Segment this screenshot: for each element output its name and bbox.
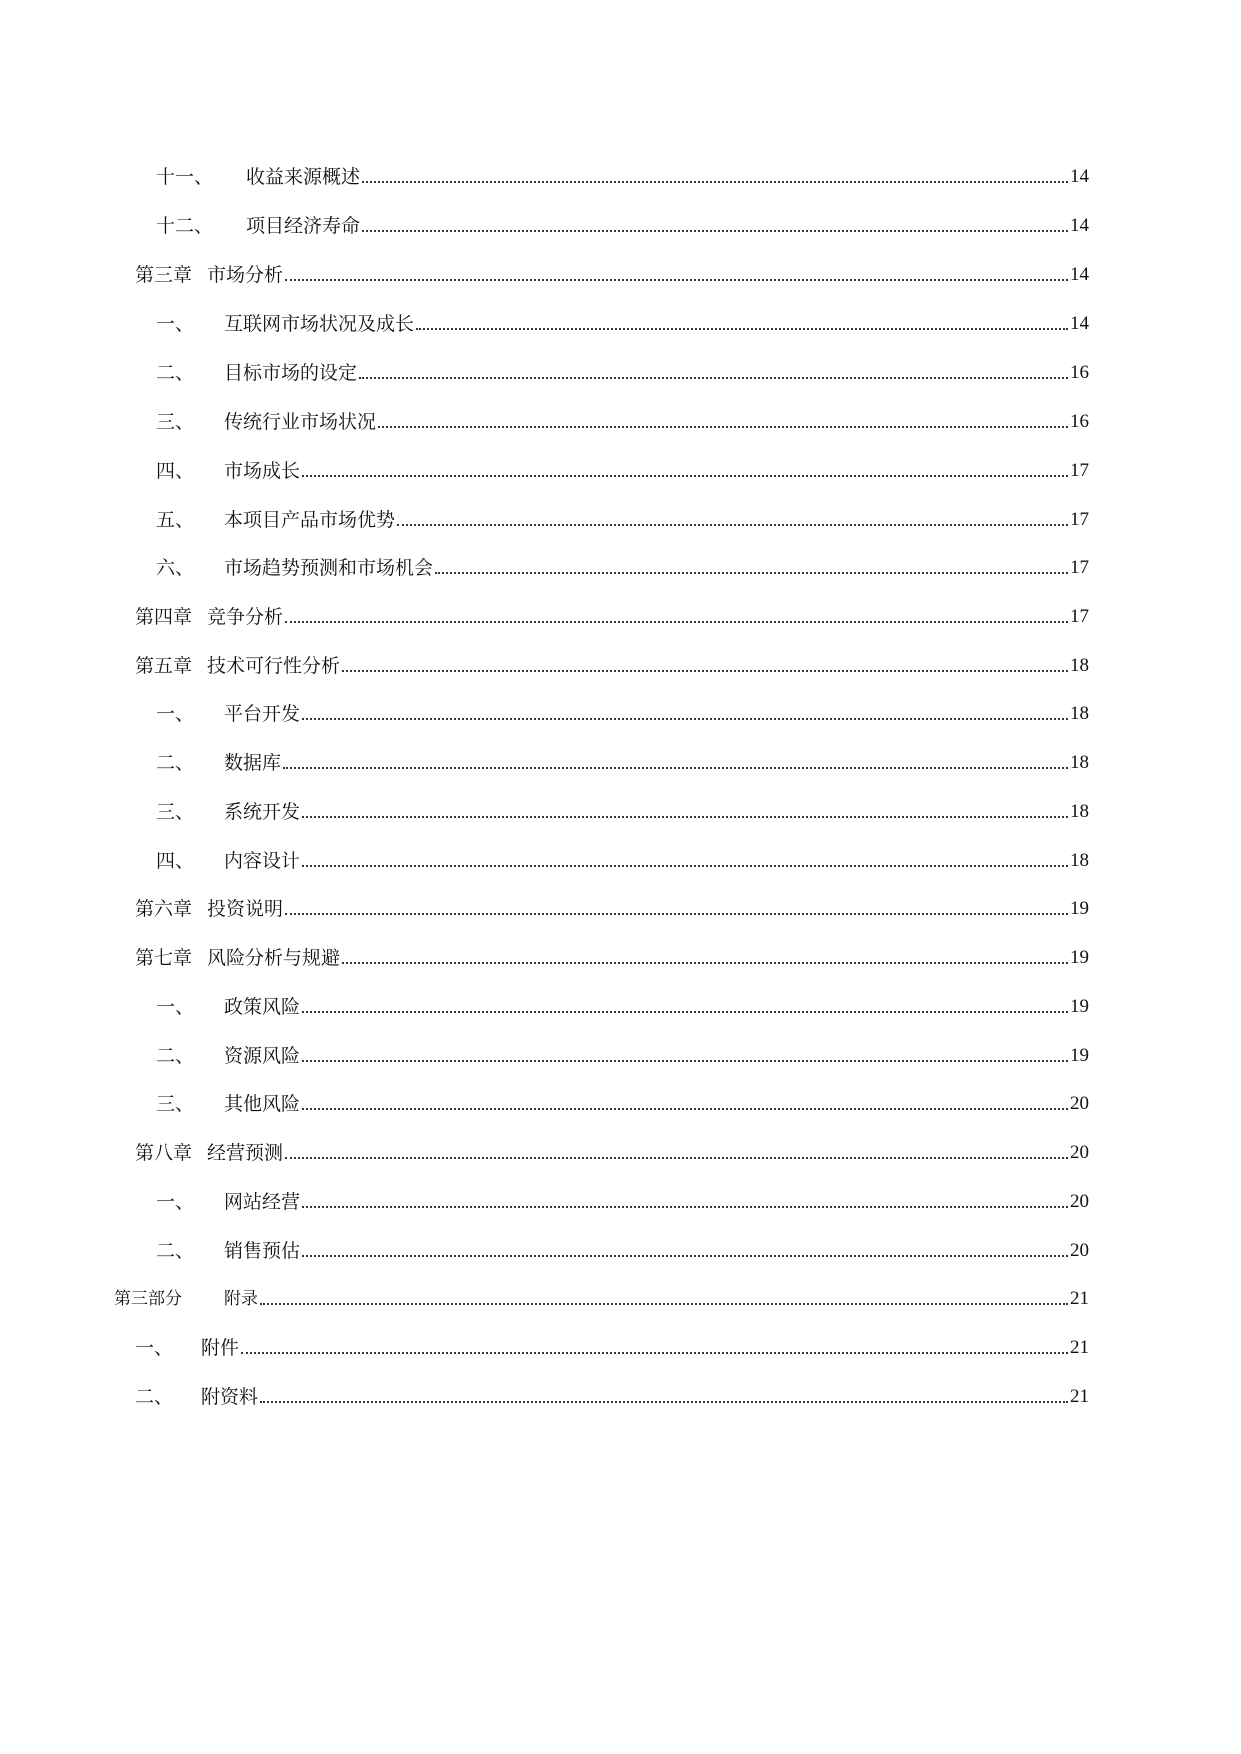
toc-entry-title: 数据库	[224, 752, 282, 774]
toc-entry-number: 一、	[156, 996, 195, 1018]
toc-page-number: 18	[1070, 801, 1089, 822]
toc-entry	[156, 1183, 1089, 1213]
toc-dot-leader	[362, 181, 1068, 183]
toc-entry	[156, 403, 1089, 433]
toc-entry-title: 传统行业市场状况	[224, 411, 377, 433]
toc-page-number: 18	[1070, 703, 1089, 724]
toc-dot-leader	[416, 328, 1068, 330]
toc-page-number: 21	[1070, 1288, 1089, 1309]
toc-entry-number: 二、	[135, 1386, 174, 1408]
toc-entry-title: 政策风险	[224, 996, 301, 1018]
toc-dot-leader	[302, 475, 1068, 477]
toc-dot-leader	[435, 572, 1068, 574]
toc-entry-title: 销售预估	[224, 1240, 301, 1262]
toc-entry-title: 内容设计	[224, 850, 301, 872]
toc-page-number: 19	[1070, 1045, 1089, 1066]
toc-page-number: 19	[1070, 898, 1089, 919]
toc-entry-title: 收益来源概述	[246, 166, 361, 188]
toc-entry	[156, 549, 1089, 579]
toc-entry-number: 二、	[156, 752, 195, 774]
toc-entry-number: 四、	[156, 850, 195, 872]
toc-entry	[156, 1085, 1089, 1115]
toc-entry-title: 附资料	[201, 1386, 259, 1408]
toc-entry	[156, 744, 1089, 774]
toc-page-number: 14	[1070, 215, 1089, 236]
toc-page-number: 21	[1070, 1337, 1089, 1358]
toc-entry	[156, 501, 1089, 531]
toc-entry-number: 一、	[156, 1191, 195, 1213]
toc-entry-title: 附件	[201, 1337, 240, 1359]
toc-entry	[156, 1037, 1089, 1067]
toc-entry-number: 第五章	[135, 655, 193, 677]
toc-entry-number: 二、	[156, 1045, 195, 1067]
toc-page-number: 18	[1070, 655, 1089, 676]
toc-entry-title: 其他风险	[224, 1093, 301, 1115]
toc-entry	[135, 647, 1089, 677]
toc-entry-title: 本项目产品市场优势	[224, 509, 396, 531]
toc-dot-leader	[302, 1011, 1068, 1013]
toc-entry-number: 第三章	[135, 264, 193, 286]
toc-dot-leader	[378, 426, 1068, 428]
toc-page-number: 17	[1070, 460, 1089, 481]
toc-entry-title: 系统开发	[224, 801, 301, 823]
toc-dot-leader	[285, 279, 1068, 281]
toc-entry	[156, 842, 1089, 872]
toc-page-number: 17	[1070, 509, 1089, 530]
toc-entry-title: 项目经济寿命	[246, 215, 361, 237]
toc-entry	[135, 598, 1089, 628]
toc-page-number: 14	[1070, 313, 1089, 334]
toc-entry	[156, 354, 1089, 384]
toc-entry-title: 市场分析	[207, 264, 284, 286]
toc-entry-title: 技术可行性分析	[207, 655, 341, 677]
toc-dot-leader	[260, 1303, 1068, 1305]
toc-page-number: 20	[1070, 1191, 1089, 1212]
toc-entry-title: 目标市场的设定	[224, 362, 358, 384]
toc-page-number: 19	[1070, 947, 1089, 968]
toc-entry-title: 互联网市场状况及成长	[224, 313, 415, 335]
toc-entry-number: 第六章	[135, 898, 193, 920]
toc-entry	[135, 256, 1089, 286]
toc-page-number: 20	[1070, 1093, 1089, 1114]
toc-entry	[156, 988, 1089, 1018]
toc-page-number: 14	[1070, 264, 1089, 285]
toc-entry-number: 一、	[156, 703, 195, 725]
toc-page-number: 18	[1070, 752, 1089, 773]
toc-page-number: 17	[1070, 606, 1089, 627]
toc-dot-leader	[285, 621, 1068, 623]
toc-entry	[156, 452, 1089, 482]
toc-dot-leader	[359, 377, 1068, 379]
toc-entry-number: 四、	[156, 460, 195, 482]
toc-page-number: 18	[1070, 850, 1089, 871]
toc-entry	[156, 158, 1089, 188]
toc-entry	[156, 305, 1089, 335]
toc-entry	[135, 1134, 1089, 1164]
toc-entry-title: 平台开发	[224, 703, 301, 725]
toc-page-number: 16	[1070, 411, 1089, 432]
toc-entry	[135, 939, 1089, 969]
toc-entry-title: 市场成长	[224, 460, 301, 482]
toc-entry-number: 第七章	[135, 947, 193, 969]
toc-entry-number: 一、	[156, 313, 195, 335]
toc-page-number: 21	[1070, 1386, 1089, 1407]
toc-entry	[135, 890, 1089, 920]
toc-dot-leader	[342, 670, 1068, 672]
toc-dot-leader	[342, 962, 1068, 964]
toc-dot-leader	[302, 1060, 1068, 1062]
toc-page-number: 14	[1070, 166, 1089, 187]
toc-entry-title: 竞争分析	[207, 606, 284, 628]
toc-entry	[114, 1280, 1089, 1310]
toc-entry-title: 资源风险	[224, 1045, 301, 1067]
toc-entry-title: 市场趋势预测和市场机会	[224, 557, 434, 579]
toc-dot-leader	[302, 1255, 1068, 1257]
toc-entry-title: 经营预测	[207, 1142, 284, 1164]
toc-dot-leader	[302, 1108, 1068, 1110]
toc-dot-leader	[302, 865, 1068, 867]
toc-entry-number: 第三部分	[114, 1289, 182, 1309]
toc-entry-number: 二、	[156, 1240, 195, 1262]
toc-dot-leader	[362, 230, 1068, 232]
toc-dot-leader	[241, 1352, 1068, 1354]
toc-entry-number: 三、	[156, 1093, 195, 1115]
toc-dot-leader	[260, 1401, 1068, 1403]
toc-dot-leader	[285, 1157, 1068, 1159]
toc-entry-number: 十二、	[156, 215, 214, 237]
toc-entry-title: 附录	[224, 1289, 258, 1309]
toc-page-number: 16	[1070, 362, 1089, 383]
toc-entry-number: 十一、	[156, 166, 214, 188]
toc-entry	[156, 793, 1089, 823]
toc-entry-number: 三、	[156, 411, 195, 433]
toc-dot-leader	[283, 767, 1068, 769]
toc-entry-number: 一、	[135, 1337, 174, 1359]
toc-page-number: 20	[1070, 1142, 1089, 1163]
toc-page-number: 19	[1070, 996, 1089, 1017]
toc-dot-leader	[302, 718, 1068, 720]
toc-entry	[156, 207, 1089, 237]
toc-entry-number: 三、	[156, 801, 195, 823]
toc-page-number: 17	[1070, 557, 1089, 578]
toc-dot-leader	[397, 524, 1068, 526]
toc-entry-title: 网站经营	[224, 1191, 301, 1213]
toc-entry-number: 五、	[156, 509, 195, 531]
toc-entry-title: 风险分析与规避	[207, 947, 341, 969]
toc-entry-number: 第八章	[135, 1142, 193, 1164]
toc-page-number: 20	[1070, 1240, 1089, 1261]
toc-entry	[135, 1329, 1089, 1359]
toc-entry-title: 投资说明	[207, 898, 284, 920]
toc-dot-leader	[302, 1206, 1068, 1208]
toc-entry	[135, 1378, 1089, 1408]
toc-entry	[156, 1232, 1089, 1262]
toc-entry-number: 六、	[156, 557, 195, 579]
toc-dot-leader	[302, 816, 1068, 818]
toc-entry	[156, 695, 1089, 725]
toc-entry-number: 第四章	[135, 606, 193, 628]
toc-entry-number: 二、	[156, 362, 195, 384]
toc-dot-leader	[285, 913, 1068, 915]
